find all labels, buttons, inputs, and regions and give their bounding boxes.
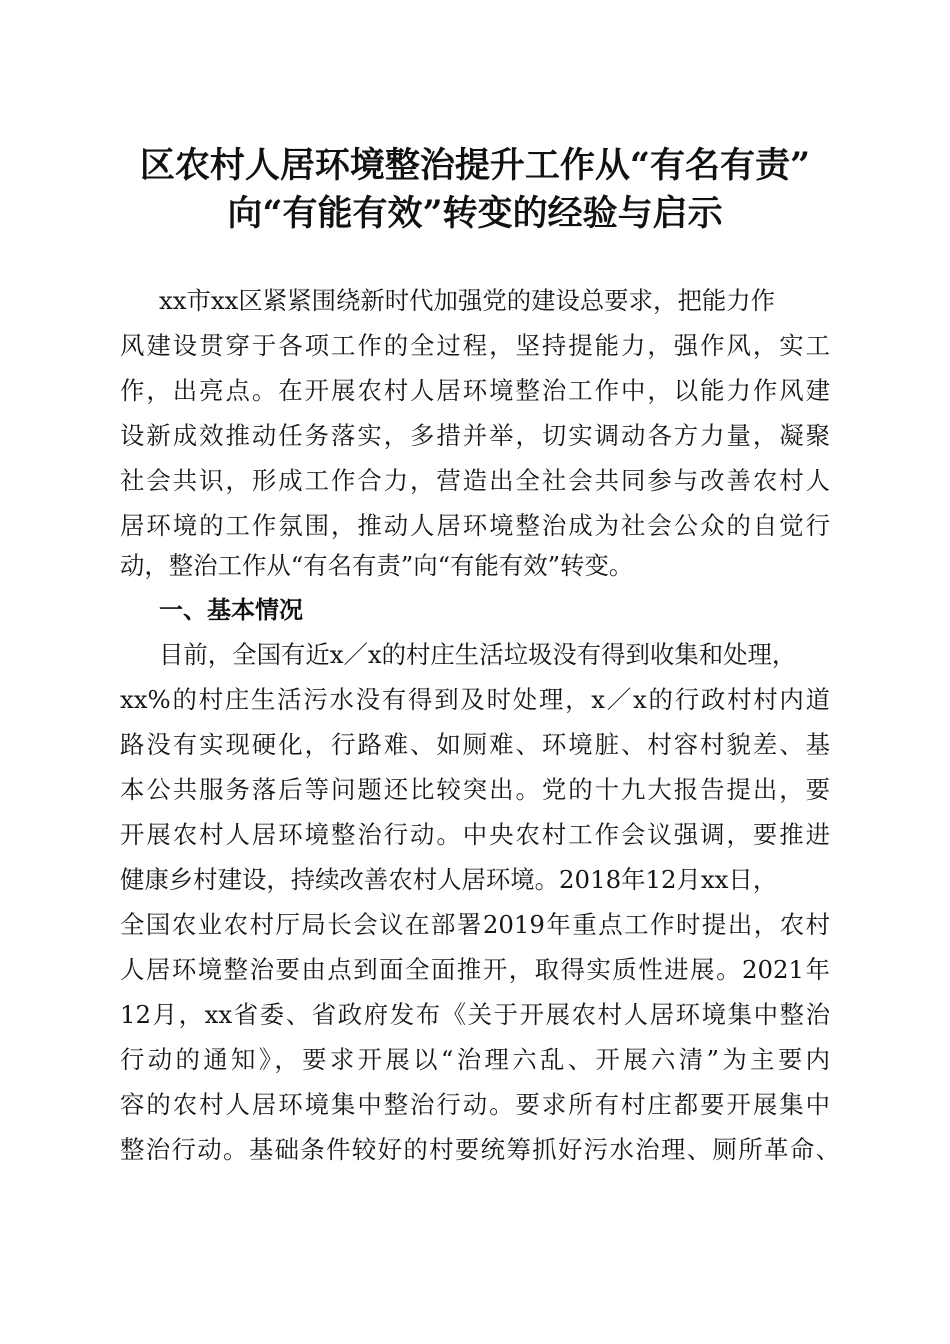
document-title-line-1: 区农村人居环境整治提升工作从“有名有责” [139,145,811,186]
intro-paragraph-line: xx市xx区紧紧围绕新时代加强党的建设总要求，把能力作 [159,286,776,315]
body-paragraph-line: 路没有实现硬化，行路难、如厕难、环境脏、村容村貌差、基 [120,730,830,759]
body-paragraph-line: 全国农业农村厅局长会议在部署2019年重点工作时提出，农村 [120,910,830,939]
body-paragraph-line: 12月，xx省委、省政府发布《关于开展农村人居环境集中整治 [120,1000,830,1029]
body-paragraph-line: 行动的通知》，要求开展以“治理六乱、开展六清”为主要内 [120,1045,830,1074]
intro-paragraph-line: 社会共识，形成工作合力，营造出全社会共同参与改善农村人 [120,466,830,495]
body-paragraph-line: 健康乡村建设，持续改善农村人居环境。2018年12月xx日， [120,865,778,894]
body-paragraph-line: 本公共服务落后等问题还比较突出。党的十九大报告提出，要 [120,775,830,804]
section-heading: 一、基本情况 [159,596,303,624]
body-paragraph-line: 整治行动。基础条件较好的村要统筹抓好污水治理、厕所革命、 [120,1135,840,1164]
intro-paragraph-line: 居环境的工作氛围，推动人居环境整治成为社会公众的自觉行 [120,511,830,540]
intro-paragraph-line: 设新成效推动任务落实，多措并举，切实调动各方力量，凝聚 [120,421,830,450]
body-paragraph-line: 开展农村人居环境整治行动。中央农村工作会议强调，要推进 [120,820,830,849]
body-paragraph-line: xx%的村庄生活污水没有得到及时处理，x／x的行政村村内道 [120,685,830,714]
body-paragraph-line: 目前，全国有近x／x的村庄生活垃圾没有得到收集和处理， [159,640,797,669]
body-paragraph-line: 人居环境整治要由点到面全面推开，取得实质性进展。2021年 [120,955,830,984]
intro-paragraph-line: 动，整治工作从“有名有责”向“有能有效”转变。 [120,551,634,580]
body-paragraph-line: 容的农村人居环境集中整治行动。要求所有村庄都要开展集中 [120,1090,830,1119]
intro-paragraph-line: 风建设贯穿于各项工作的全过程，坚持提能力，强作风，实工 [120,331,830,360]
document-title-line-2: 向“有能有效”转变的经验与启示 [227,193,723,234]
intro-paragraph-line: 作，出亮点。在开展农村人居环境整治工作中，以能力作风建 [120,376,830,405]
